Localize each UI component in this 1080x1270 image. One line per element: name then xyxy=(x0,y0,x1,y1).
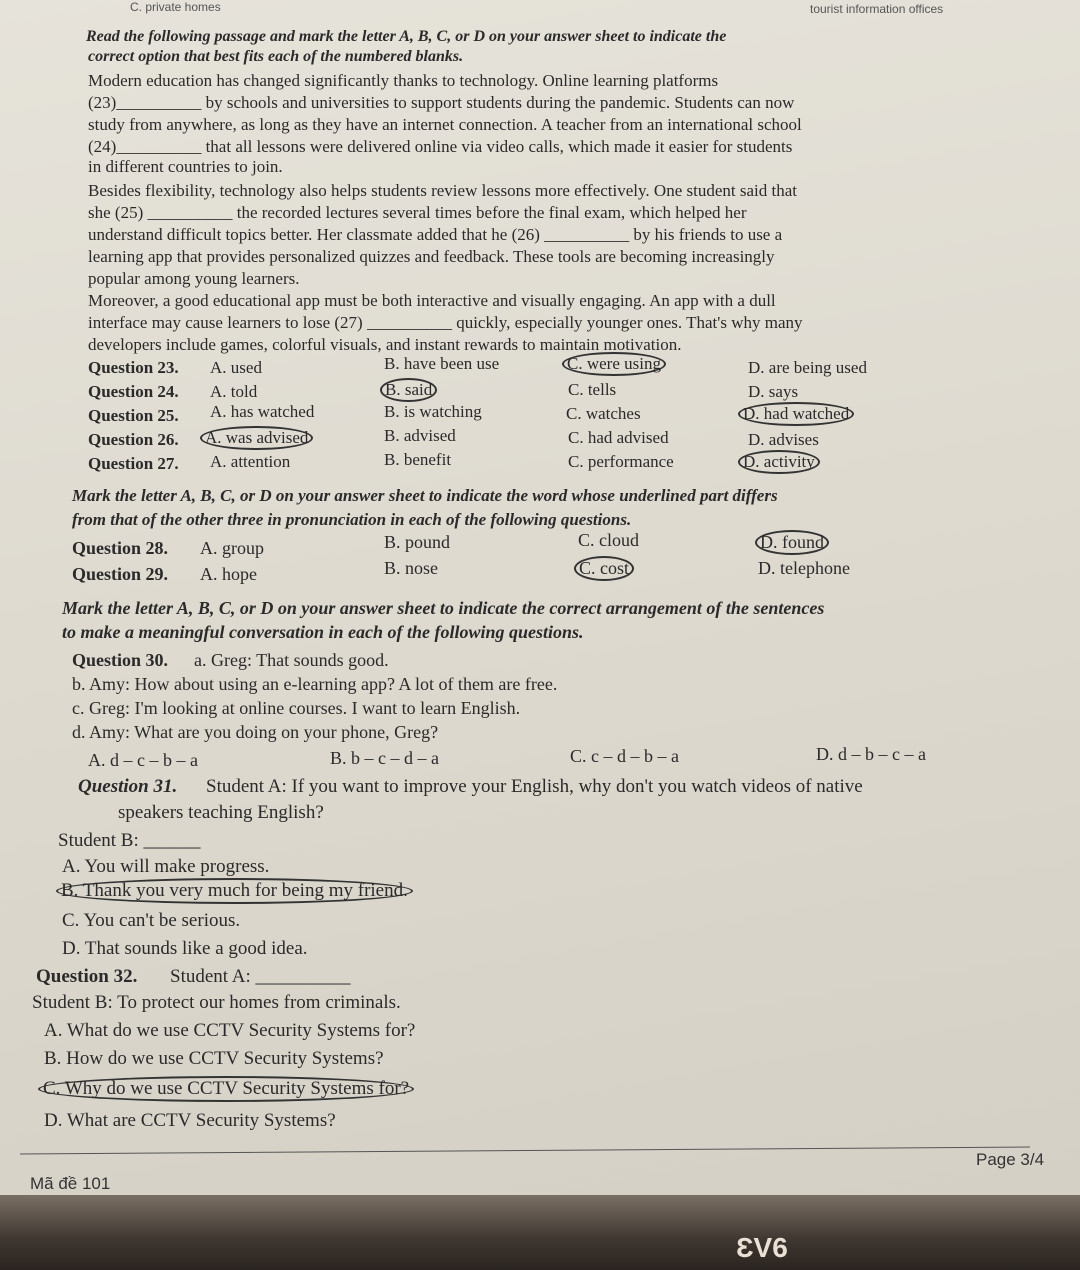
exam-code: Mã đề 101 xyxy=(30,1174,111,1193)
option-a[interactable]: A. d – c – b – a xyxy=(88,750,198,770)
option-a[interactable]: A. What do we use CCTV Security Systems for? xyxy=(44,1020,416,1041)
conversation-line-d: d. Amy: What are you doing on your phone, Greg? xyxy=(72,722,439,742)
option-c[interactable]: C. cost xyxy=(574,556,634,581)
question-label: Question 26. xyxy=(88,430,179,449)
question-label: Question 27. xyxy=(88,454,179,473)
page-number: Page 3/4 xyxy=(976,1150,1045,1169)
option-b[interactable]: B. Thank you very much for being my friend. xyxy=(56,878,413,904)
question-label: Question 29. xyxy=(72,564,169,584)
question-prompt-2: speakers teaching English? xyxy=(118,802,324,823)
section3-instruction-1: Mark the letter A, B, C, or D on your answer sheet to indicate the correct arrangement of the sentences xyxy=(62,598,825,618)
section2-instruction-1: Mark the letter A, B, C, or D on your answer sheet to indicate the word whose underlined part differs xyxy=(72,486,778,505)
option-b[interactable]: B. pound xyxy=(384,532,451,552)
option-c[interactable]: C. You can't be serious. xyxy=(62,910,241,931)
option-a[interactable]: A. hope xyxy=(200,564,257,584)
top-fragment-right: tourist information offices xyxy=(810,2,944,16)
option-d[interactable]: D. says xyxy=(748,382,799,401)
option-c[interactable]: C. cloud xyxy=(578,530,639,550)
option-a[interactable]: A. group xyxy=(200,538,264,558)
option-d[interactable]: D. advises xyxy=(748,430,819,449)
passage-line: she (25) __________ the recorded lectures several times before the final exam, which helped her xyxy=(88,203,747,222)
option-d[interactable]: D. d – b – c – a xyxy=(816,744,926,764)
passage-line: interface may cause learners to lose (27) __________ quickly, especially younger ones. That's why many xyxy=(88,313,803,332)
conversation-line-c: c. Greg: I'm looking at online courses. I want to learn English. xyxy=(72,698,521,718)
bottom-shadow xyxy=(0,1195,1080,1270)
option-b[interactable]: B. have been use xyxy=(384,354,500,373)
option-c[interactable]: C. had advised xyxy=(568,428,669,447)
question-label: Question 24. xyxy=(88,382,179,401)
question-label: Question 23. xyxy=(88,358,179,377)
section1-instruction-1: Read the following passage and mark the letter A, B, C, or D on your answer sheet to indicate the xyxy=(86,28,727,45)
passage-line: Moreover, a good educational app must be both interactive and visually engaging. An app with a dull xyxy=(88,291,776,310)
option-d[interactable]: D. had watched xyxy=(738,402,854,426)
question-label: Question 30. xyxy=(72,650,169,670)
section3-instruction-2: to make a meaningful conversation in each of the following questions. xyxy=(62,622,584,642)
option-c[interactable]: C. watches xyxy=(566,404,641,423)
passage-line: Besides flexibility, technology also helps students review lessons more effectively. One student said that xyxy=(88,181,797,200)
passage-line: in different countries to join. xyxy=(88,157,283,176)
question-label: Question 28. xyxy=(72,538,169,558)
option-b[interactable]: B. is watching xyxy=(384,402,482,421)
question-prompt-1: Student A: If you want to improve your English, why don't you watch videos of native xyxy=(206,776,863,797)
top-fragment-left: C. private homes xyxy=(130,0,221,14)
passage-line: understand difficult topics better. Her classmate added that he (26) __________ by his friends to use a xyxy=(88,225,783,244)
passage-line: learning app that provides personalized quizzes and feedback. These tools are becoming increasingly xyxy=(88,247,775,266)
option-b[interactable]: B. b – c – d – a xyxy=(330,748,439,768)
option-c[interactable]: C. performance xyxy=(568,452,674,471)
passage-line: Modern education has changed significantly thanks to technology. Online learning platforms xyxy=(88,71,719,90)
option-c[interactable]: C. tells xyxy=(568,380,617,399)
option-b[interactable]: B. benefit xyxy=(384,450,452,469)
option-a[interactable]: A. You will make progress. xyxy=(62,856,270,877)
option-c[interactable]: C. were using xyxy=(562,352,666,376)
option-c[interactable]: C. c – d – b – a xyxy=(570,746,679,766)
question-label: Question 25. xyxy=(88,406,179,425)
option-b[interactable]: B. advised xyxy=(384,426,456,445)
question-label: Question 32. xyxy=(36,966,138,987)
option-d[interactable]: D. activity xyxy=(738,450,820,474)
option-a[interactable]: A. has watched xyxy=(210,402,315,421)
student-b-line: Student B: ______ xyxy=(58,830,201,851)
option-d[interactable]: D. telephone xyxy=(758,558,850,578)
passage-line: developers include games, colorful visuals, and instant rewards to maintain motivation. xyxy=(88,335,682,354)
option-a[interactable]: A. told xyxy=(210,382,258,401)
bottom-mark: ƐV6 xyxy=(736,1232,788,1263)
question-label: Question 31. xyxy=(78,776,178,797)
option-b[interactable]: B. nose xyxy=(384,558,438,578)
option-a[interactable]: A. was advised xyxy=(200,426,313,450)
student-b-line: Student B: To protect our homes from criminals. xyxy=(32,992,401,1013)
option-d[interactable]: D. What are CCTV Security Systems? xyxy=(44,1110,336,1131)
option-b[interactable]: B. said xyxy=(380,378,437,402)
option-c[interactable]: C. Why do we use CCTV Security Systems for? xyxy=(38,1076,414,1102)
option-a[interactable]: A. attention xyxy=(210,452,291,471)
conversation-line-a: a. Greg: That sounds good. xyxy=(194,650,389,670)
section1-instruction-2: correct option that best fits each of the numbered blanks. xyxy=(88,48,464,65)
option-a[interactable]: A. used xyxy=(210,358,262,377)
passage-line: (24)__________ that all lessons were delivered online via video calls, which made it easier for students xyxy=(88,137,793,156)
option-d[interactable]: D. found xyxy=(755,530,829,555)
passage-line: study from anywhere, as long as they have an internet connection. A teacher from an international school xyxy=(88,115,802,134)
conversation-line-b: b. Amy: How about using an e-learning app? A lot of them are free. xyxy=(72,674,558,694)
passage-line: (23)__________ by schools and universities to support students during the pandemic. Students can now xyxy=(88,93,795,112)
passage-line: popular among young learners. xyxy=(88,269,300,288)
option-d[interactable]: D. are being used xyxy=(748,358,867,377)
footer-divider xyxy=(20,1146,1030,1154)
section2-instruction-2: from that of the other three in pronunciation in each of the following questions. xyxy=(72,510,632,529)
option-d[interactable]: D. That sounds like a good idea. xyxy=(62,938,308,959)
student-a-line: Student A: __________ xyxy=(170,966,351,987)
option-b[interactable]: B. How do we use CCTV Security Systems? xyxy=(44,1048,384,1069)
